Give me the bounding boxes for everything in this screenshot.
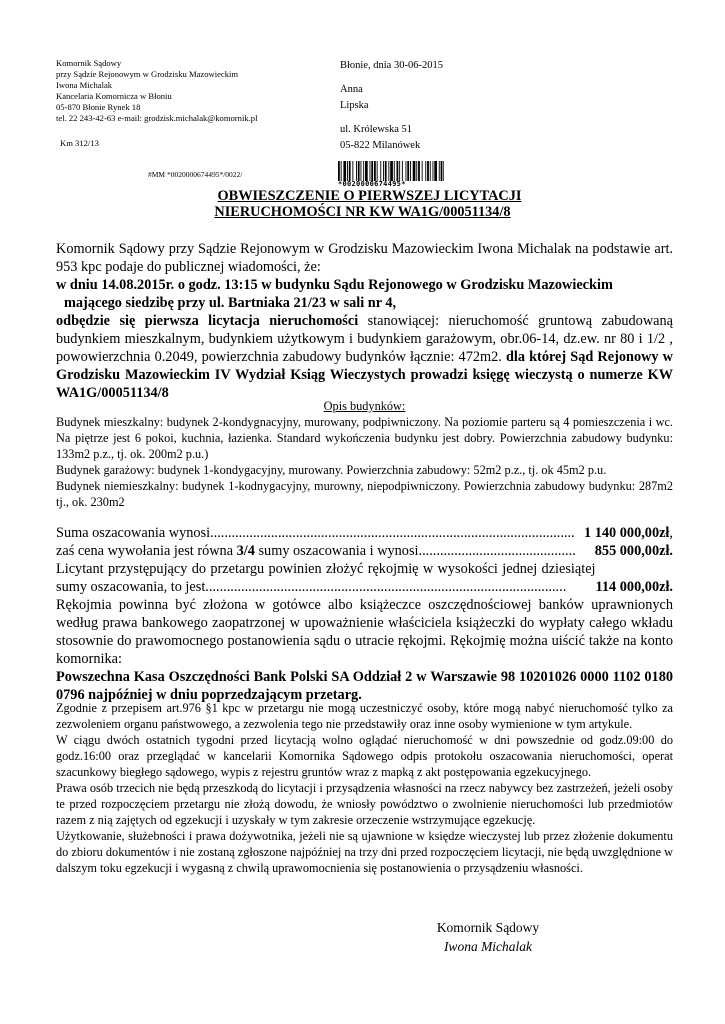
sender-line: 05-870 Błonie Rynek 18 bbox=[56, 102, 141, 112]
sender-contact: tel. 22 243-42-63 e-mail: grodzisk.michalak@komornik.pl bbox=[56, 113, 258, 123]
notes-section bbox=[56, 700, 673, 876]
valuation-value: 1 140 000,00zł bbox=[584, 525, 670, 541]
sender-line: Kancelaria Komornicza w Błoniu bbox=[56, 91, 172, 101]
intro-paragraph: Komornik Sądowy przy Sądzie Rejonowym w Grodzisku Mazowieckim Iwona Michalak na podstawie art. 953 kpc podaje do publicznej wiadomości, że: bbox=[56, 241, 673, 275]
auction-date: w dniu 14.08.2015r. o godz. 13:15 w budynku Sądu Rejonowego w Grodzisku Mazowieckim bbox=[56, 277, 613, 293]
starting-price-fraction: 3/4 bbox=[236, 543, 255, 559]
buildings-heading: Opis budynków: bbox=[323, 399, 406, 413]
signature-name: Iwona Michalak bbox=[443, 939, 533, 954]
starting-price-value: 855 000,00zł. bbox=[594, 543, 673, 559]
starting-price-label-a: zaś cena wywołania jest równa bbox=[56, 543, 237, 559]
recipient-street: ul. Królewska 51 bbox=[340, 124, 413, 135]
note-viewing: W ciągu dwóch ostatnich tygodni przed licytacją wolno oglądać nieruchomość w dni powszednie od godz.09:00 do godz.16:00 oraz przeglądać w kancelarii Komornika Sądowego odpis protokołu oszacowania nieruchomości, operat szacunkowy biegłego sądowego, wypis z rejestru gruntów wraz z mapką z akt postępowania egzekucyjnego. bbox=[56, 733, 673, 779]
note-third-party: Prawa osób trzecich nie będą przeszkodą do licytacji i przysądzenia własności na rzecz nabywcy bez zastrzeżeń, jeżeli osoby te przed rozpoczęciem przetargu nie złożą dowodu, że wniosły powództwo o zwolnienie nieruchomości lub przedmiotów razem z nią zajętych od egzekucji i uzyskały w tym zakresie orzeczenie wstrzymujące egzekucję. bbox=[56, 781, 673, 827]
barcode bbox=[338, 161, 444, 188]
property-text: stanowiącej: nieruchomość gruntową zabudowaną budynkiem mieszkalnym, budynkiem użytkowym i budynkiem garażowym, obr.06-14, dz.ew. nr 80 i 1/2 , powowierzchnia 0.2049, powierzchnia zabudowy budynków łącznie: 472m2. bbox=[56, 313, 673, 365]
deposit-line bbox=[56, 560, 673, 596]
land-register: dla której Sąd Rejonowy w Grodzisku Mazowieckim IV Wydział Ksiąg Wieczystych prowadzi księgę wieczystą o numerze KW WA1G/00051134/8 bbox=[56, 349, 673, 401]
starting-price-line bbox=[56, 542, 673, 560]
recipient-first-name: Anna bbox=[340, 84, 363, 95]
sender-line: przy Sądzie Rejonowym w Grodzisku Mazowieckim bbox=[56, 69, 239, 79]
valuation-line bbox=[56, 524, 673, 542]
title-line-2: NIERUCHOMOŚCI NR KW WA1G/00051134/8 bbox=[214, 204, 511, 220]
mm-code: #MM *0020000674495*/0022/ bbox=[148, 170, 243, 179]
signature bbox=[418, 918, 558, 956]
sender-line: Iwona Michalak bbox=[56, 80, 113, 90]
barcode-bars bbox=[338, 161, 444, 181]
signature-title: Komornik Sądowy bbox=[436, 920, 540, 935]
valuation-label: Suma oszacowania wynosi...................................................................................................... bbox=[56, 525, 575, 541]
recipient-last-name: Lipska bbox=[340, 100, 369, 111]
place-date: Błonie, dnia 30-06-2015 bbox=[340, 60, 443, 71]
sender-line: Komornik Sądowy bbox=[56, 58, 122, 68]
title-line-1: OBWIESZCZENIE O PIERWSZEJ LICYTACJI bbox=[217, 188, 522, 204]
page-title bbox=[0, 188, 725, 220]
auction-statement: odbędzie się pierwsza licytacja nieruchomości bbox=[56, 313, 359, 329]
auction-place: mającego siedzibę przy ul. Bartniaka 21/23 w sali nr 4, bbox=[64, 295, 397, 311]
deposit-paragraph: Rękojmia powinna być złożona w gotówce albo książeczce oszczędnościowej banków uprawnionych według prawa bankowego zaopatrzonej w upoważnienie właściciela książeczki do wypłaty całego wkładu stosownie do prawomocnego postanowienia sądu o utracie rękojmi. Rękojmię można uiścić także na konto komornika: bbox=[56, 597, 673, 667]
barcode-text: *0020000674495* bbox=[338, 180, 406, 188]
building-other: Budynek niemieszkalny: budynek 1-kodnygacyjny, murowny, niepodpiwniczony. Powierzchnia zabudowy budynku: 287m2 tj., ok. 230m2 bbox=[56, 479, 673, 509]
property-description bbox=[56, 312, 673, 402]
building-garage: Budynek garażowy: budynek 1-kondygacyjny, murowany. Powierzchnia zabudowy: 52m2 p.z., tj. ok 45m2 p.u. bbox=[56, 463, 607, 477]
deposit-value: 114 000,00zł. bbox=[595, 579, 673, 595]
note-art-976: Zgodnie z przepisem art.976 §1 kpc w przetargu nie mogą uczestniczyć osoby, które mogą nabyć nieruchomość tylko za zezwoleniem organu państwowego, a zezwolenia tego nie przedstawiły oraz inne osoby wymienione w tym artykule. bbox=[56, 701, 673, 731]
valuation-comma: , bbox=[669, 525, 673, 541]
case-number: Km 312/13 bbox=[60, 138, 99, 148]
recipient-city: 05-822 Milanówek bbox=[340, 140, 421, 151]
amounts-section bbox=[56, 524, 673, 704]
starting-price-label-b: sumy oszacowania i wynosi............................................ bbox=[254, 543, 576, 559]
recipient-block bbox=[340, 58, 443, 154]
deposit-label: Licytant przystępujący do przetargu powinien złożyć rękojmię w wysokości jednej dziesiątej sumy oszacowania, to jest..................................................................................................... bbox=[56, 561, 596, 595]
intro-section bbox=[56, 240, 673, 402]
buildings-section bbox=[56, 398, 673, 510]
building-residential: Budynek mieszkalny: budynek 2-kondygnacyjny, murowany, podpiwniczony. Na poziomie parteru są 4 pomieszczenia i wc. Na piętrze jest 6 pokoi, kuchnia, łazienka. Standard wykończenia budynku jest dobry. Powierzchnia zabudowy budynku: 133m2 p.z., tj. ok. 200m2 p.u.) bbox=[56, 415, 673, 461]
note-easements: Użytkowanie, służebności i prawa dożywotnika, jeżeli nie są ujawnione w księdze wieczystej lub przez złożenie dokumentu do zbioru dokumentów i nie zostaną zgłoszone najpóźniej na trzy dni przed rozpoczęciem licytacji, nie będą uwzględnione w dalszym toku egzekucji i wygasną z chwilą uprawomocnienia się postanowienia o przysądzeniu własności. bbox=[56, 829, 673, 875]
bank-account: Powszechna Kasa Oszczędności Bank Polski SA Oddział 2 w Warszawie 98 10201026 0000 1102 0180 0796 najpóźniej w dniu poprzedzającym przetarg. bbox=[56, 669, 673, 703]
sender-block bbox=[56, 58, 257, 124]
